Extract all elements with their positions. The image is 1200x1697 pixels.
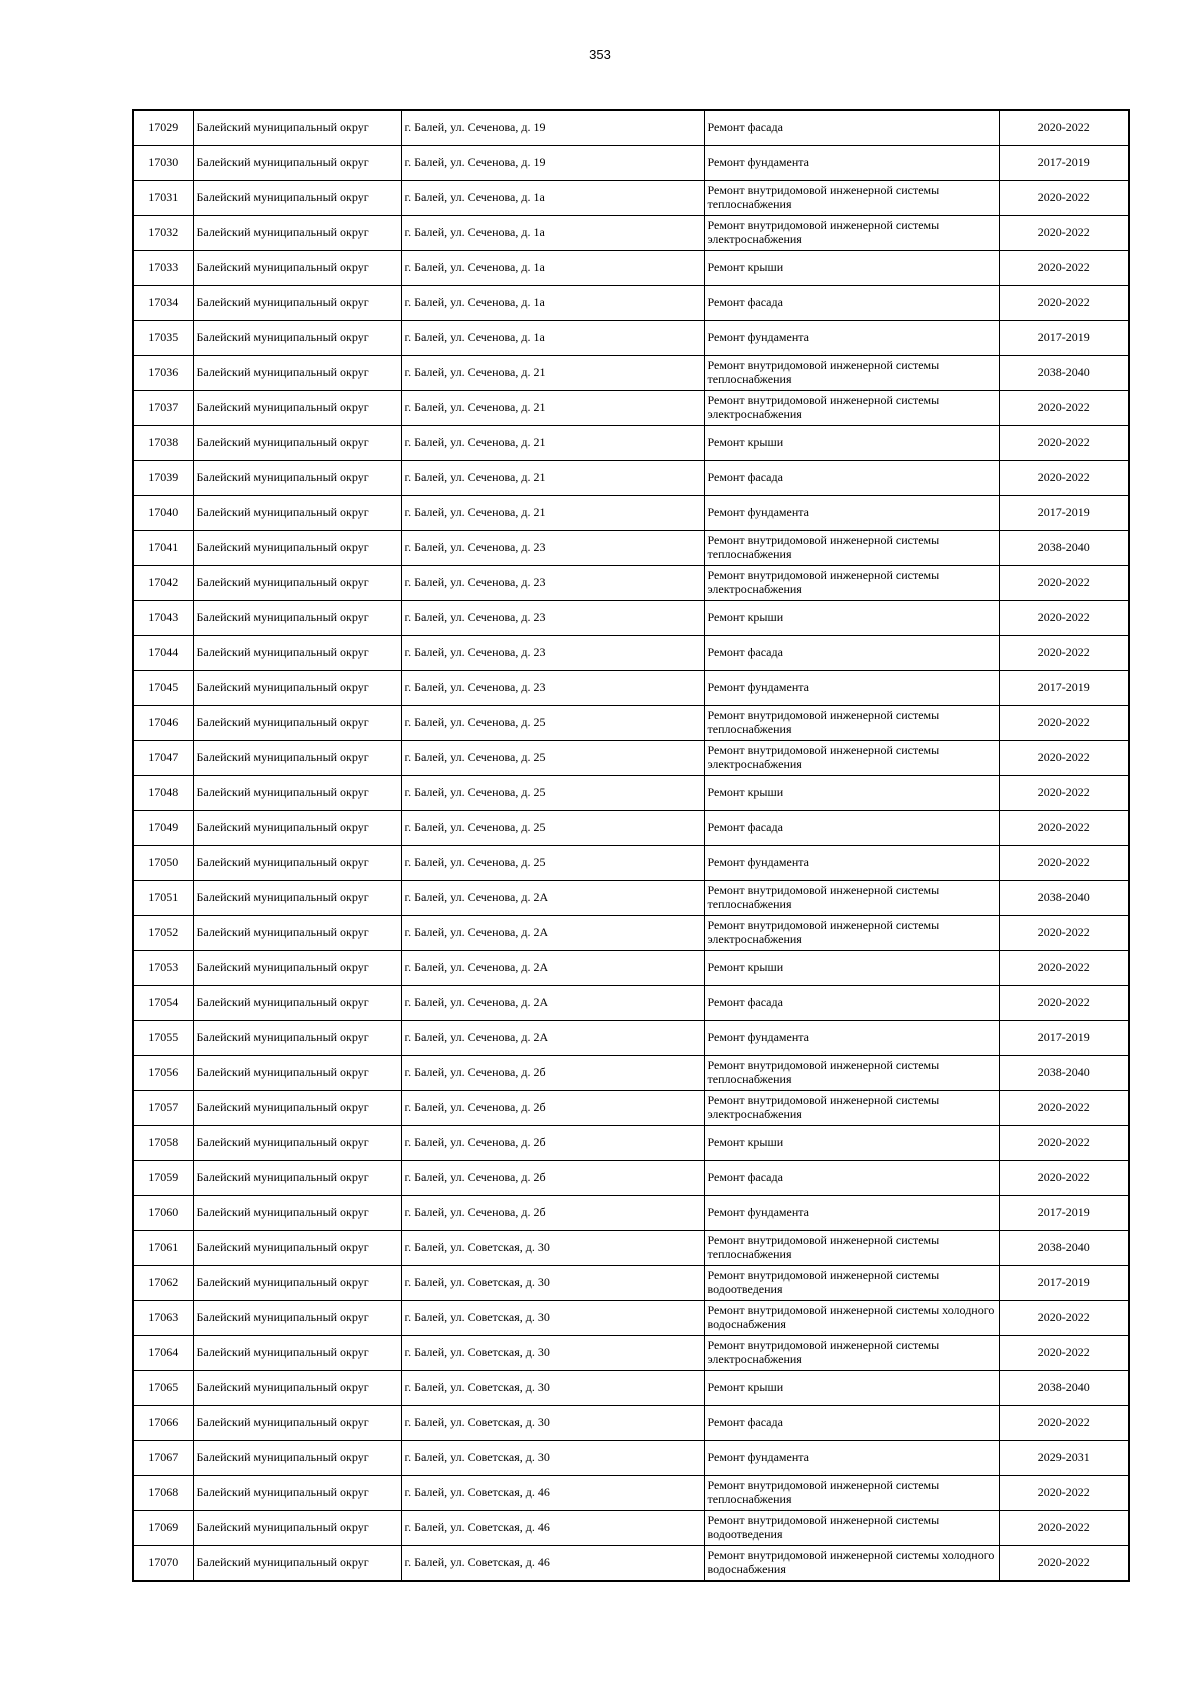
work-type-cell: Ремонт фасада [704,986,999,1021]
work-type-cell: Ремонт фасада [704,461,999,496]
municipality-cell: Балейский муниципальный округ [193,951,401,986]
municipality-cell: Балейский муниципальный округ [193,1161,401,1196]
period-cell: 2020-2022 [999,1336,1129,1371]
row-number-cell: 17037 [133,391,193,426]
row-number-cell: 17030 [133,146,193,181]
address-cell: г. Балей, ул. Советская, д. 30 [401,1301,704,1336]
work-type-cell: Ремонт фундамента [704,671,999,706]
row-number-cell: 17065 [133,1371,193,1406]
address-cell: г. Балей, ул. Сеченова, д. 2б [401,1161,704,1196]
period-cell: 2020-2022 [999,951,1129,986]
address-cell: г. Балей, ул. Сеченова, д. 19 [401,110,704,146]
municipality-cell: Балейский муниципальный округ [193,391,401,426]
row-number-cell: 17039 [133,461,193,496]
work-type-cell: Ремонт внутридомовой инженерной системы теплоснабжения [704,181,999,216]
work-type-cell: Ремонт внутридомовой инженерной системы теплоснабжения [704,1056,999,1091]
period-cell: 2038-2040 [999,531,1129,566]
table-row [133,321,1129,356]
row-number-cell: 17041 [133,531,193,566]
table-row [133,916,1129,951]
row-number-cell: 17056 [133,1056,193,1091]
period-cell: 2020-2022 [999,1511,1129,1546]
table-row [133,496,1129,531]
period-cell: 2038-2040 [999,1056,1129,1091]
period-cell: 2020-2022 [999,1546,1129,1582]
work-type-cell: Ремонт фундамента [704,846,999,881]
period-cell: 2020-2022 [999,811,1129,846]
work-type-cell: Ремонт крыши [704,601,999,636]
work-type-cell: Ремонт внутридомовой инженерной системы холодного водоснабжения [704,1546,999,1582]
address-cell: г. Балей, ул. Сеченова, д. 23 [401,566,704,601]
table-row [133,1336,1129,1371]
row-number-cell: 17054 [133,986,193,1021]
row-number-cell: 17062 [133,1266,193,1301]
municipality-cell: Балейский муниципальный округ [193,811,401,846]
period-cell: 2017-2019 [999,321,1129,356]
row-number-cell: 17029 [133,110,193,146]
period-cell: 2017-2019 [999,1196,1129,1231]
municipality-cell: Балейский муниципальный округ [193,496,401,531]
municipality-cell: Балейский муниципальный округ [193,1546,401,1582]
address-cell: г. Балей, ул. Сеченова, д. 25 [401,846,704,881]
row-number-cell: 17047 [133,741,193,776]
period-cell: 2020-2022 [999,1091,1129,1126]
table-row [133,426,1129,461]
work-type-cell: Ремонт внутридомовой инженерной системы электроснабжения [704,566,999,601]
address-cell: г. Балей, ул. Сеченова, д. 23 [401,601,704,636]
period-cell: 2020-2022 [999,181,1129,216]
address-cell: г. Балей, ул. Советская, д. 30 [401,1441,704,1476]
row-number-cell: 17044 [133,636,193,671]
address-cell: г. Балей, ул. Советская, д. 30 [401,1371,704,1406]
municipality-cell: Балейский муниципальный округ [193,846,401,881]
table-row [133,1266,1129,1301]
work-type-cell: Ремонт внутридомовой инженерной системы электроснабжения [704,391,999,426]
municipality-cell: Балейский муниципальный округ [193,181,401,216]
address-cell: г. Балей, ул. Сеченова, д. 25 [401,776,704,811]
address-cell: г. Балей, ул. Сеченова, д. 2А [401,881,704,916]
table-row [133,391,1129,426]
table-row [133,951,1129,986]
row-number-cell: 17043 [133,601,193,636]
address-cell: г. Балей, ул. Сеченова, д. 1а [401,251,704,286]
address-cell: г. Балей, ул. Сеченова, д. 2А [401,986,704,1021]
municipality-cell: Балейский муниципальный округ [193,1266,401,1301]
period-cell: 2020-2022 [999,986,1129,1021]
municipality-cell: Балейский муниципальный округ [193,706,401,741]
row-number-cell: 17068 [133,1476,193,1511]
municipality-cell: Балейский муниципальный округ [193,356,401,391]
municipality-cell: Балейский муниципальный округ [193,671,401,706]
work-type-cell: Ремонт внутридомовой инженерной системы теплоснабжения [704,356,999,391]
address-cell: г. Балей, ул. Сеченова, д. 2б [401,1056,704,1091]
period-cell: 2017-2019 [999,496,1129,531]
period-cell: 2020-2022 [999,461,1129,496]
period-cell: 2020-2022 [999,1301,1129,1336]
table-row [133,1476,1129,1511]
table-row [133,671,1129,706]
table-row [133,181,1129,216]
period-cell: 2017-2019 [999,671,1129,706]
table-row [133,110,1129,146]
period-cell: 2020-2022 [999,110,1129,146]
municipality-cell: Балейский муниципальный округ [193,1021,401,1056]
period-cell: 2020-2022 [999,776,1129,811]
table-row [133,1056,1129,1091]
period-cell: 2038-2040 [999,356,1129,391]
row-number-cell: 17033 [133,251,193,286]
municipality-cell: Балейский муниципальный округ [193,1441,401,1476]
table-row [133,776,1129,811]
table-row [133,286,1129,321]
municipality-cell: Балейский муниципальный округ [193,776,401,811]
municipality-cell: Балейский муниципальный округ [193,321,401,356]
period-cell: 2020-2022 [999,216,1129,251]
address-cell: г. Балей, ул. Сеченова, д. 23 [401,636,704,671]
work-type-cell: Ремонт внутридомовой инженерной системы электроснабжения [704,216,999,251]
municipality-cell: Балейский муниципальный округ [193,601,401,636]
municipality-cell: Балейский муниципальный округ [193,986,401,1021]
address-cell: г. Балей, ул. Сеченова, д. 1а [401,216,704,251]
work-type-cell: Ремонт внутридомовой инженерной системы теплоснабжения [704,881,999,916]
municipality-cell: Балейский муниципальный округ [193,1196,401,1231]
municipality-cell: Балейский муниципальный округ [193,216,401,251]
period-cell: 2020-2022 [999,1161,1129,1196]
address-cell: г. Балей, ул. Советская, д. 30 [401,1231,704,1266]
municipality-cell: Балейский муниципальный округ [193,1336,401,1371]
address-cell: г. Балей, ул. Сеченова, д. 23 [401,671,704,706]
table-row [133,146,1129,181]
period-cell: 2038-2040 [999,881,1129,916]
work-type-cell: Ремонт фундамента [704,1021,999,1056]
address-cell: г. Балей, ул. Сеченова, д. 25 [401,811,704,846]
period-cell: 2020-2022 [999,846,1129,881]
row-number-cell: 17032 [133,216,193,251]
table-row [133,986,1129,1021]
municipality-cell: Балейский муниципальный округ [193,1476,401,1511]
row-number-cell: 17060 [133,1196,193,1231]
table-row [133,1021,1129,1056]
row-number-cell: 17038 [133,426,193,461]
municipality-cell: Балейский муниципальный округ [193,146,401,181]
work-type-cell: Ремонт внутридомовой инженерной системы электроснабжения [704,1091,999,1126]
period-cell: 2020-2022 [999,286,1129,321]
table-row [133,356,1129,391]
work-type-cell: Ремонт крыши [704,776,999,811]
municipality-cell: Балейский муниципальный округ [193,1231,401,1266]
address-cell: г. Балей, ул. Сеченова, д. 25 [401,741,704,776]
address-cell: г. Балей, ул. Сеченова, д. 1а [401,286,704,321]
period-cell: 2020-2022 [999,741,1129,776]
municipality-cell: Балейский муниципальный округ [193,1371,401,1406]
municipality-cell: Балейский муниципальный округ [193,426,401,461]
period-cell: 2017-2019 [999,146,1129,181]
row-number-cell: 17048 [133,776,193,811]
work-type-cell: Ремонт внутридомовой инженерной системы водоотведения [704,1511,999,1546]
table-row [133,1546,1129,1582]
row-number-cell: 17063 [133,1301,193,1336]
work-type-cell: Ремонт крыши [704,1126,999,1161]
period-cell: 2020-2022 [999,706,1129,741]
work-type-cell: Ремонт крыши [704,951,999,986]
municipality-cell: Балейский муниципальный округ [193,531,401,566]
address-cell: г. Балей, ул. Сеченова, д. 23 [401,531,704,566]
address-cell: г. Балей, ул. Сеченова, д. 2б [401,1091,704,1126]
work-type-cell: Ремонт крыши [704,251,999,286]
period-cell: 2020-2022 [999,916,1129,951]
page-number: 353 [589,47,611,62]
work-type-cell: Ремонт внутридомовой инженерной системы теплоснабжения [704,531,999,566]
work-type-cell: Ремонт фундамента [704,321,999,356]
table-row [133,216,1129,251]
repair-schedule-table [132,109,1130,1582]
period-cell: 2020-2022 [999,566,1129,601]
municipality-cell: Балейский муниципальный округ [193,110,401,146]
row-number-cell: 17050 [133,846,193,881]
table-row [133,1441,1129,1476]
table-row [133,1091,1129,1126]
municipality-cell: Балейский муниципальный округ [193,741,401,776]
address-cell: г. Балей, ул. Сеченова, д. 2б [401,1126,704,1161]
table-row [133,1511,1129,1546]
period-cell: 2020-2022 [999,426,1129,461]
work-type-cell: Ремонт внутридомовой инженерной системы электроснабжения [704,1336,999,1371]
table-row [133,636,1129,671]
address-cell: г. Балей, ул. Сеченова, д. 21 [401,461,704,496]
period-cell: 2020-2022 [999,1126,1129,1161]
table-row [133,741,1129,776]
work-type-cell: Ремонт внутридомовой инженерной системы электроснабжения [704,916,999,951]
municipality-cell: Балейский муниципальный округ [193,881,401,916]
row-number-cell: 17049 [133,811,193,846]
work-type-cell: Ремонт фундамента [704,1196,999,1231]
address-cell: г. Балей, ул. Сеченова, д. 21 [401,426,704,461]
row-number-cell: 17040 [133,496,193,531]
municipality-cell: Балейский муниципальный округ [193,1406,401,1441]
row-number-cell: 17058 [133,1126,193,1161]
address-cell: г. Балей, ул. Сеченова, д. 2б [401,1196,704,1231]
address-cell: г. Балей, ул. Советская, д. 46 [401,1546,704,1582]
address-cell: г. Балей, ул. Сеченова, д. 1а [401,181,704,216]
row-number-cell: 17036 [133,356,193,391]
period-cell: 2020-2022 [999,391,1129,426]
table-body [133,110,1129,1581]
address-cell: г. Балей, ул. Сеченова, д. 25 [401,706,704,741]
work-type-cell: Ремонт крыши [704,426,999,461]
address-cell: г. Балей, ул. Сеченова, д. 21 [401,356,704,391]
municipality-cell: Балейский муниципальный округ [193,1126,401,1161]
row-number-cell: 17066 [133,1406,193,1441]
work-type-cell: Ремонт фундамента [704,146,999,181]
row-number-cell: 17052 [133,916,193,951]
row-number-cell: 17045 [133,671,193,706]
municipality-cell: Балейский муниципальный округ [193,566,401,601]
row-number-cell: 17067 [133,1441,193,1476]
work-type-cell: Ремонт внутридомовой инженерной системы теплоснабжения [704,706,999,741]
address-cell: г. Балей, ул. Сеченова, д. 2А [401,916,704,951]
table-row [133,1196,1129,1231]
work-type-cell: Ремонт фасада [704,1161,999,1196]
row-number-cell: 17057 [133,1091,193,1126]
table-row [133,531,1129,566]
row-number-cell: 17042 [133,566,193,601]
table-row [133,461,1129,496]
table-row [133,1231,1129,1266]
municipality-cell: Балейский муниципальный округ [193,916,401,951]
period-cell: 2029-2031 [999,1441,1129,1476]
row-number-cell: 17034 [133,286,193,321]
table-row [133,881,1129,916]
address-cell: г. Балей, ул. Сеченова, д. 2А [401,1021,704,1056]
period-cell: 2038-2040 [999,1371,1129,1406]
row-number-cell: 17064 [133,1336,193,1371]
address-cell: г. Балей, ул. Советская, д. 46 [401,1511,704,1546]
address-cell: г. Балей, ул. Сеченова, д. 21 [401,496,704,531]
period-cell: 2020-2022 [999,1476,1129,1511]
address-cell: г. Балей, ул. Советская, д. 46 [401,1476,704,1511]
row-number-cell: 17069 [133,1511,193,1546]
municipality-cell: Балейский муниципальный округ [193,1056,401,1091]
work-type-cell: Ремонт внутридомовой инженерной системы теплоснабжения [704,1231,999,1266]
work-type-cell: Ремонт фасада [704,811,999,846]
municipality-cell: Балейский муниципальный округ [193,251,401,286]
work-type-cell: Ремонт внутридомовой инженерной системы электроснабжения [704,741,999,776]
row-number-cell: 17051 [133,881,193,916]
municipality-cell: Балейский муниципальный округ [193,286,401,321]
work-type-cell: Ремонт фасада [704,286,999,321]
period-cell: 2017-2019 [999,1021,1129,1056]
table-row [133,1406,1129,1441]
work-type-cell: Ремонт фасада [704,1406,999,1441]
address-cell: г. Балей, ул. Советская, д. 30 [401,1406,704,1441]
period-cell: 2020-2022 [999,251,1129,286]
work-type-cell: Ремонт фасада [704,110,999,146]
work-type-cell: Ремонт фундамента [704,1441,999,1476]
table-row [133,811,1129,846]
row-number-cell: 17061 [133,1231,193,1266]
work-type-cell: Ремонт внутридомовой инженерной системы холодного водоснабжения [704,1301,999,1336]
municipality-cell: Балейский муниципальный округ [193,461,401,496]
work-type-cell: Ремонт внутридомовой инженерной системы водоотведения [704,1266,999,1301]
table-row [133,1301,1129,1336]
table-row [133,251,1129,286]
address-cell: г. Балей, ул. Сеченова, д. 19 [401,146,704,181]
address-cell: г. Балей, ул. Советская, д. 30 [401,1266,704,1301]
period-cell: 2020-2022 [999,636,1129,671]
row-number-cell: 17070 [133,1546,193,1582]
row-number-cell: 17053 [133,951,193,986]
address-cell: г. Балей, ул. Сеченова, д. 2А [401,951,704,986]
work-type-cell: Ремонт крыши [704,1371,999,1406]
table-row [133,601,1129,636]
period-cell: 2017-2019 [999,1266,1129,1301]
table-row [133,706,1129,741]
municipality-cell: Балейский муниципальный округ [193,636,401,671]
row-number-cell: 17031 [133,181,193,216]
period-cell: 2020-2022 [999,601,1129,636]
period-cell: 2038-2040 [999,1231,1129,1266]
municipality-cell: Балейский муниципальный округ [193,1511,401,1546]
address-cell: г. Балей, ул. Советская, д. 30 [401,1336,704,1371]
row-number-cell: 17046 [133,706,193,741]
table-row [133,566,1129,601]
row-number-cell: 17035 [133,321,193,356]
row-number-cell: 17059 [133,1161,193,1196]
work-type-cell: Ремонт фасада [704,636,999,671]
address-cell: г. Балей, ул. Сеченова, д. 21 [401,391,704,426]
period-cell: 2020-2022 [999,1406,1129,1441]
row-number-cell: 17055 [133,1021,193,1056]
table-row [133,846,1129,881]
work-type-cell: Ремонт фундамента [704,496,999,531]
table-row [133,1161,1129,1196]
municipality-cell: Балейский муниципальный округ [193,1301,401,1336]
address-cell: г. Балей, ул. Сеченова, д. 1а [401,321,704,356]
work-type-cell: Ремонт внутридомовой инженерной системы теплоснабжения [704,1476,999,1511]
table-row [133,1126,1129,1161]
municipality-cell: Балейский муниципальный округ [193,1091,401,1126]
table-row [133,1371,1129,1406]
